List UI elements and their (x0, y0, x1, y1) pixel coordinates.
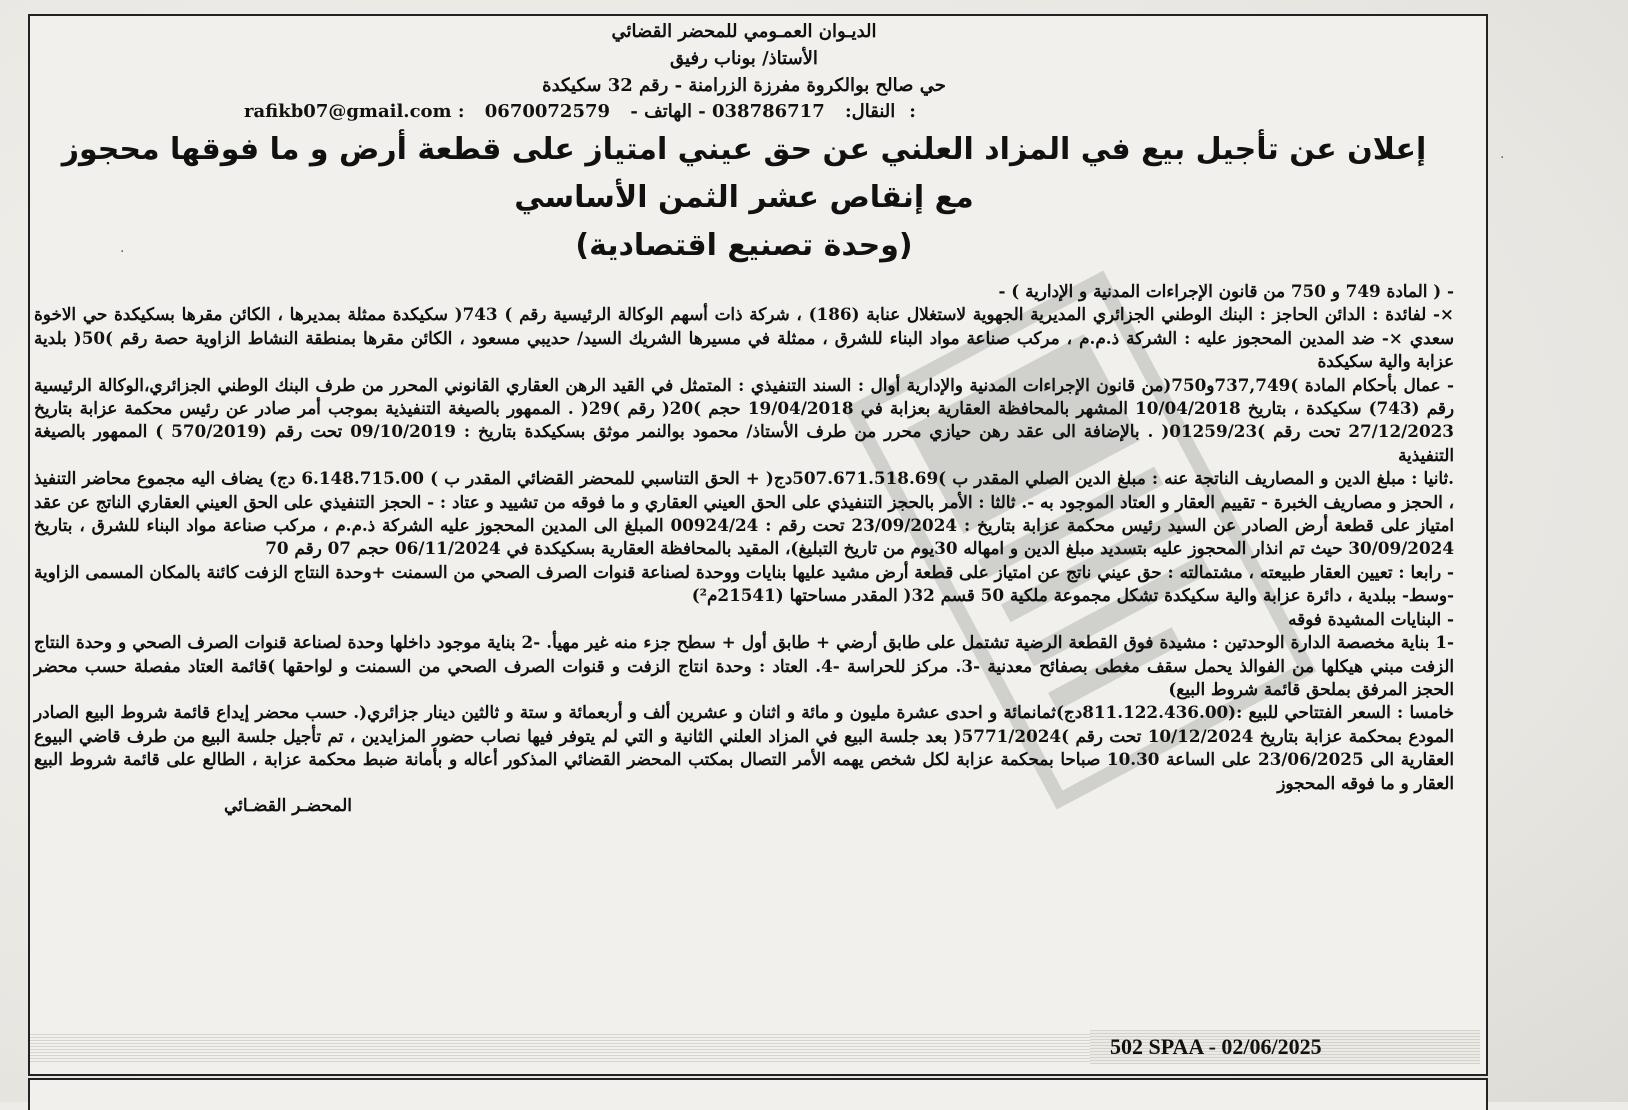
scan-mark: · (1500, 150, 1505, 166)
next-notice-edge (28, 1078, 1488, 1110)
email-address: rafikb07@gmail.com : (244, 101, 465, 122)
buildings-list-paragraph: -1 بناية مخصصة الدارة الوحدتين : مشيدة فوق القطعة الرضية تشتمل على طابق أرضي + طابق أول + سطح جزء منه غير مهيأ. -2 بناية موجود داخلها وحدة لصناعة قنوات الصرف الصحي و وحدة النتاج الزفت مبني هيكلها من الفوالذ يحمل سقف مغطى بصفائح معدنية -3. مركز للحراسة -4. العتاد : وحدة انتاج الزفت و قنوات الصرف الصحي من السمنت و لواحقها )قائمة العتاد مفصلة حسب محضر الحجز المرفق بملحق قائمة شروط البيع) (34, 632, 1455, 699)
debt-and-seizure-paragraph: .ثانيا : مبلغ الدين و المصاريف الناتجة عنه : مبلغ الدين الصلي المقدر ب )507.671.518.69دج( + الحق التناسبي للمحضر القضائي المقدر ب ) 6.148.715.00 دج) يضاف اليه مجموع محاضر التنفيذ ، الحجز و مصاريف الخبرة - تقييم العقار و العتاد الموجود به -. ثالثا : الأمر بالحجز التنفيذي على الحق العيني العقاري و ما فوقه من تشييد و عتاد : - الحجز التنفيذي على الحق العيني العقاري الناتج عن عقد امتياز على قطعة أرض الصادر عن السيد رئيس محكمة عزابة بتاريخ : 23/09/2024 تحت رقم : 00924/24 المبلغ الى المدين المحجوز عليه الشركة ذ.م.م ، مركب صناعة مواد البناء للشرق ، بتاريخ 30/09/2024 حيث تم انذار المحجوز عليه بتسديد مبلغ الدين و امهاله 30يوم من تاريخ التبليغ)، المقيد بالمحافظة العقارية بسكيكدة في 06/11/2024 حجم 07 رقم 70 (34, 468, 1455, 559)
legal-notice (34, 18, 1454, 818)
buildings-heading: - البنايات المشيدة فوقه (1288, 608, 1454, 629)
mobile-label: - النقال: (630, 101, 896, 122)
contact-line (34, 100, 1454, 124)
property-description-paragraph: - رابعا : تعيين العقار طبيعته ، مشتمالته : حق عيني ناتج عن امتياز على قطعة أرض مشيد عليها بنايات ووحدة لصناعة قنوات الصرف الصحي من السمنت +وحدة النتاج الزفت كائنة بالمكان المسمى الزاوية -وسط- ببلدية ، دائرة عزابة والية سكيكدة تشكل مجموعة ملكية 50 قسم 32( المقدر مساحتها (21541م²) (34, 561, 1454, 606)
signature: المحضـر القضـائي (224, 795, 353, 816)
reference-band (30, 1032, 1090, 1062)
office-title: الديـوان العمـومي للمحضر القضائي (611, 21, 877, 42)
notice-title-line1: إعلان عن تأجيل بيع في المزاد العلني عن حق عيني امتياز على قطعة أرض و ما فوقها محجوز (61, 132, 1427, 167)
enforcement-title-paragraph: - عمال بأحكام المادة )737,749و750(من قانون الإجراءات المدنية والإدارية أوال : السند التنفيذي : المتمثل في القيد الرهن العقاري القانوني المحرر من طرف البنك الوطني الجزائري،الوكالة الرئيسية رقم (743) سكيكدة ، بتاريخ 10/04/2018 المشهر بالمحافظة العقارية بعزابة في 19/04/2018 حجم )20( رقم )29( . الممهور بالصيغة التنفيذية بموجب أمر صادر عن رئيس محكمة عزابة بتاريخ 27/12/2023 تحت رقم )01259/23( . بالإضافة الى عقد رهن حيازي محرر من طرف الأستاذ/ محمود بوالنمر موثق بسكيكدة بتاريخ : 09/10/2019 تحت رقم (570/2019 ) الممهور بالصيغة التنفيذية (34, 374, 1455, 465)
parties-paragraph: ×- لفائدة : الدائن الحاجز : البنك الوطني الجزائري المديرية الجهوية لاستغلال عنابة (186) ، شركة ذات أسهم الوكالة الرئيسية رقم ) 743( سكيكدة ممثلة بمديرها ، الكائن مقرها بسكيكدة حي الاخوة سعدي ×- ضد المدين المحجوز عليه : الشركة ذ.م.م ، مركب صناعة مواد البناء للشرق ، ممثلة في مسيرها الشريك السيد/ حديبي مسعود ، الكائن مقرها بمنطقة النشاط الزاوية حصة رقم )50( بلدية عزابة والية سكيكدة (34, 304, 1454, 372)
office-address: حي صالح بوالكروة مفرزة الزرامنة - رقم 32 سكيكدة (542, 75, 946, 96)
notice-title-line3: (وحدة تصنيع اقتصادية) (575, 228, 913, 263)
notice-title-line2: مع إنقاص عشر الثمن الأساسي (514, 180, 974, 215)
phone-number: 038786717 (712, 101, 825, 122)
mobile-number: 0670072579 (484, 101, 611, 122)
opening-price-paragraph: خامسا : السعر الفتتاحي للبيع :(811.122.436.00دج)ثمانمائة و احدى عشرة مليون و مائة و اثنان و عشرين ألف و أربعمائة و ستة و ثالثين دينار جزائري(. حسب محضر إيداع قائمة شروط البيع الصادر المودع بمحكمة عزابة بتاريخ 10/12/2024 تحت رقم )5771/2024( بعد جلسة البيع في المزاد العلني الثانية و التي لم يتوفر فيها نصاب حضور المزايدين ، تم تأجيل جلسة البيع من طرف قاضي البيوع العقارية الى 23/06/2025 على الساعة 10.30 صباحا بمحكمة عزابة لكل شخص يهمه الأمر التصال بمكتب المحضر القضائي المذكور أعاله و بأمانة ضبط محكمة عزابة ، الطالع على قائمة شروط البيع العقار و ما فوقه المحجوز (34, 702, 1455, 793)
phone-label: - الهاتف: (644, 101, 916, 122)
notice-body (34, 280, 1454, 818)
scan-mark: · (120, 244, 125, 260)
legal-basis: - ( المادة 749 و 750 من قانون الإجراءات المدنية و الإدارية ) - (998, 281, 1454, 301)
bailiff-name: الأستاذ/ بوناب رفيق (670, 48, 818, 69)
publication-reference: 502 SPAA - 02/06/2025 (1090, 1030, 1480, 1064)
